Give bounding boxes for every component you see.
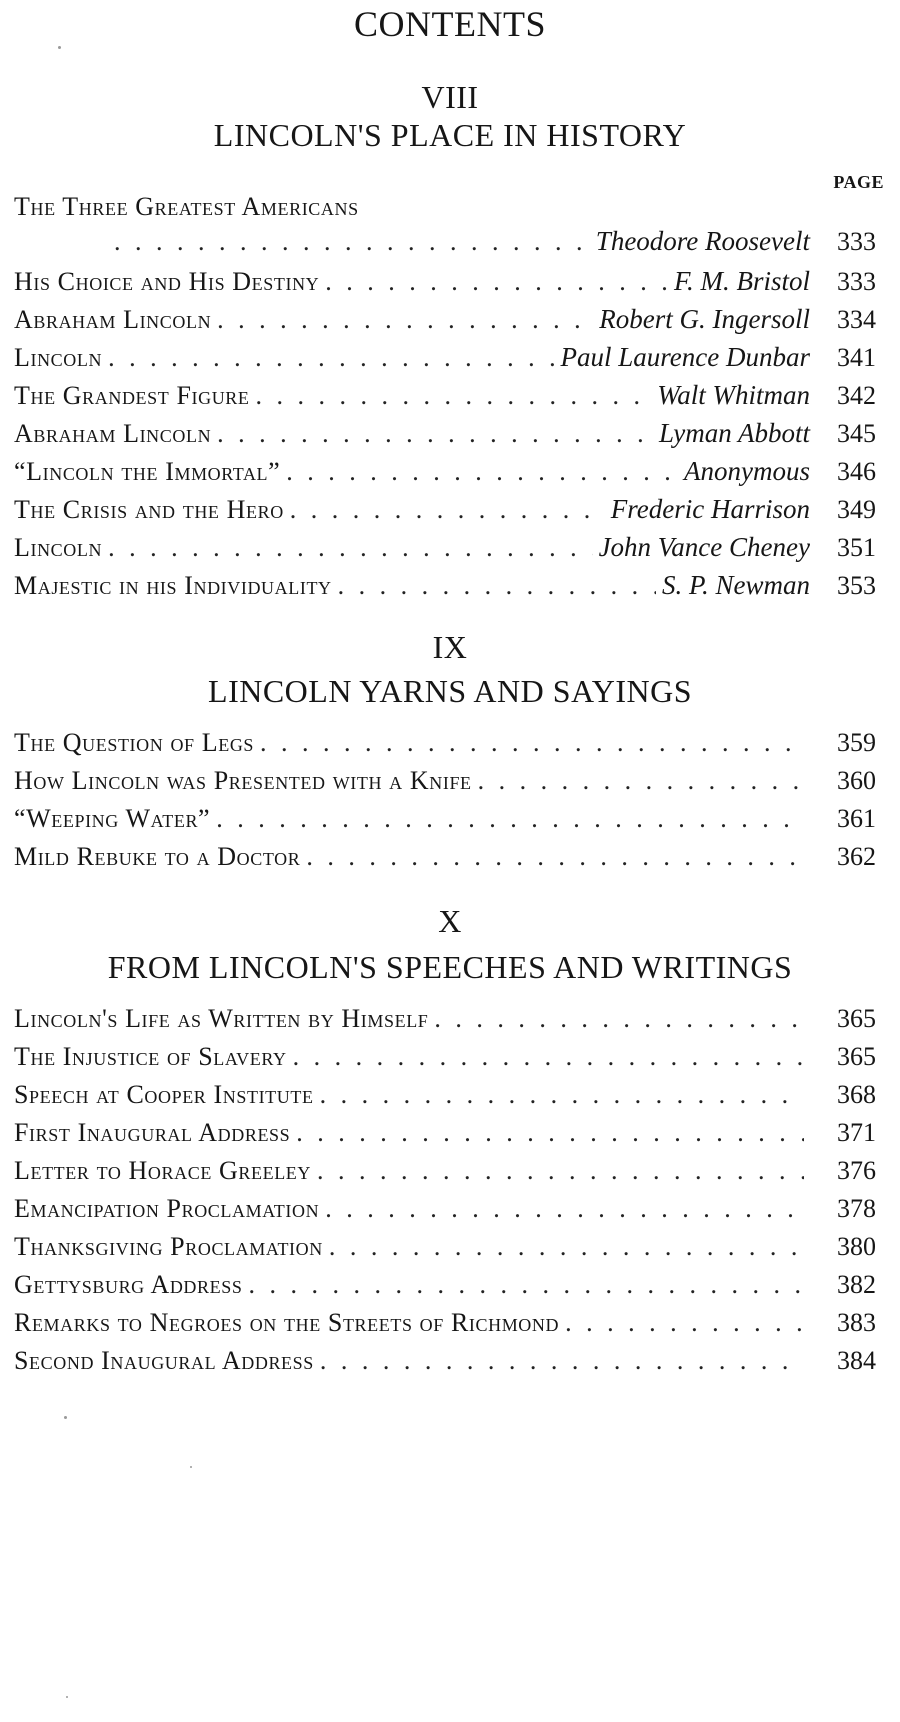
entry-title: Emancipation Proclamation: [14, 1194, 320, 1223]
entry-title: How Lincoln was Presented with a Knife: [14, 766, 472, 795]
entry-page: 378: [837, 1194, 876, 1223]
leader-dots: [248, 1266, 804, 1304]
toc-entry[interactable]: [0, 452, 900, 490]
entry-title: The Grandest Figure: [14, 381, 250, 410]
toc-entry[interactable]: [0, 762, 900, 800]
entry-title: First Inaugural Address: [14, 1118, 291, 1147]
page-title: CONTENTS: [354, 4, 546, 44]
entry-page: 360: [837, 766, 876, 795]
leader-dots: [290, 491, 605, 529]
leader-dots: [217, 301, 593, 339]
entry-page: 368: [837, 1080, 876, 1109]
entry-title: Second Inaugural Address: [14, 1346, 314, 1375]
leader-dots: [108, 339, 554, 377]
entry-title: “Weeping Water”: [14, 804, 211, 833]
entry-page: 380: [837, 1232, 876, 1261]
toc-entry[interactable]: [0, 1266, 900, 1304]
entry-author: F. M. Bristol: [673, 266, 810, 296]
entry-title: Gettysburg Address: [14, 1270, 243, 1299]
section-title-viii: LINCOLN'S PLACE IN HISTORY: [213, 117, 687, 153]
toc-section-x: [0, 1000, 900, 1380]
entry-page: 334: [837, 305, 876, 334]
entry-title: The Crisis and the Hero: [14, 495, 284, 524]
entry-page: 353: [837, 571, 876, 600]
toc-entry[interactable]: [0, 188, 900, 222]
toc-entry[interactable]: [0, 566, 900, 604]
toc-section-viii: [0, 188, 900, 604]
entry-title: Abraham Lincoln: [14, 419, 212, 448]
leader-dots: [306, 838, 804, 876]
toc-entry[interactable]: [0, 838, 900, 876]
entry-page: 359: [837, 728, 876, 757]
entry-title: Lincoln: [14, 343, 103, 372]
entry-author: Lyman Abbott: [659, 418, 810, 448]
toc-entry[interactable]: [0, 1000, 900, 1038]
entry-page: 349: [837, 495, 876, 524]
entry-page: 371: [837, 1118, 876, 1147]
section-number-viii: VIII: [421, 79, 479, 115]
entry-title: Speech at Cooper Institute: [14, 1080, 314, 1109]
leader-dots: [325, 1190, 804, 1228]
leader-dots: [114, 223, 590, 261]
entry-author: Theodore Roosevelt: [595, 226, 810, 256]
entry-author: Robert G. Ingersoll: [599, 304, 810, 334]
entry-author: John Vance Cheney: [598, 532, 810, 562]
entry-title: Letter to Horace Greeley: [14, 1156, 311, 1185]
entry-page: 362: [837, 842, 876, 871]
leader-dots: [296, 1114, 804, 1152]
entry-page: 383: [837, 1308, 876, 1337]
leader-dots: [329, 1228, 804, 1266]
entry-title: The Question of Legs: [14, 728, 255, 757]
entry-page: 384: [837, 1346, 876, 1375]
entry-title: His Choice and His Destiny: [14, 267, 320, 296]
toc-entry[interactable]: [0, 1038, 900, 1076]
leader-dots: [108, 529, 593, 567]
leader-dots: [217, 415, 653, 453]
leader-dots: [286, 453, 678, 491]
toc-entry[interactable]: [0, 1076, 900, 1114]
scan-speck: [58, 46, 61, 49]
leader-dots: [293, 1038, 804, 1076]
leader-dots: [256, 377, 652, 415]
entry-page: 365: [837, 1042, 876, 1071]
page-column-label: PAGE: [833, 172, 884, 192]
entry-title: Lincoln's Life as Written by Himself: [14, 1004, 429, 1033]
entry-author: Anonymous: [684, 456, 810, 486]
toc-entry[interactable]: [0, 1114, 900, 1152]
leader-dots: [325, 263, 668, 301]
leader-dots: [320, 1342, 804, 1380]
toc-entry[interactable]: [0, 1228, 900, 1266]
entry-title: Lincoln: [14, 533, 103, 562]
leader-dots: [478, 762, 804, 800]
section-number-ix: IX: [432, 629, 468, 665]
entry-title: Abraham Lincoln: [14, 305, 212, 334]
leader-dots: [317, 1152, 804, 1190]
entry-title: Mild Rebuke to a Doctor: [14, 842, 301, 871]
toc-entry[interactable]: [0, 1342, 900, 1380]
entry-page: 333: [837, 267, 876, 296]
entry-title: The Injustice of Slavery: [14, 1042, 287, 1071]
toc-entry[interactable]: [0, 1152, 900, 1190]
scan-speck: [64, 1416, 67, 1419]
entry-title: Majestic in his Individuality: [14, 571, 332, 600]
section-title-x: FROM LINCOLN'S SPEECHES AND WRITINGS: [107, 949, 793, 985]
section-title-ix: LINCOLN YARNS AND SAYINGS: [208, 673, 692, 709]
toc-entry[interactable]: [0, 300, 900, 338]
entry-page: 361: [837, 804, 876, 833]
toc-entry[interactable]: [0, 338, 900, 376]
leader-dots: [565, 1304, 804, 1342]
entry-page: 342: [837, 381, 876, 410]
entry-page: 345: [837, 419, 876, 448]
toc-entry[interactable]: [0, 1190, 900, 1228]
entry-author: Walt Whitman: [657, 380, 810, 410]
scan-speck: [190, 1466, 192, 1468]
entry-title: “Lincoln the Immortal”: [14, 457, 281, 486]
entry-page: 333: [837, 227, 876, 256]
leader-dots: [260, 724, 804, 762]
entry-author: Paul Laurence Dunbar: [560, 342, 810, 372]
leader-dots: [320, 1076, 804, 1114]
leader-dots: [216, 800, 804, 838]
entry-author: S. P. Newman: [661, 570, 810, 600]
entry-page: 341: [837, 343, 876, 372]
toc-section-ix: [0, 724, 900, 876]
entry-page: 351: [837, 533, 876, 562]
entry-title: Thanksgiving Proclamation: [14, 1232, 323, 1261]
entry-author: Frederic Harrison: [610, 494, 810, 524]
scan-speck: [66, 1696, 68, 1698]
toc-entry[interactable]: [0, 1304, 900, 1342]
toc-entry[interactable]: [0, 528, 900, 566]
entry-page: 346: [837, 457, 876, 486]
leader-dots: [434, 1000, 804, 1038]
toc-entry[interactable]: [0, 262, 900, 300]
toc-entry-continuation[interactable]: [0, 222, 900, 262]
leader-dots: [338, 567, 656, 605]
toc-entry[interactable]: [0, 376, 900, 414]
toc-entry[interactable]: [0, 724, 900, 762]
toc-entry[interactable]: [0, 490, 900, 528]
toc-entry[interactable]: [0, 414, 900, 452]
entry-page: 365: [837, 1004, 876, 1033]
entry-title: The Three Greatest Americans: [14, 192, 359, 221]
toc-entry[interactable]: [0, 800, 900, 838]
entry-title: Remarks to Negroes on the Streets of Richmond: [14, 1308, 560, 1337]
entry-page: 376: [837, 1156, 876, 1185]
entry-page: 382: [837, 1270, 876, 1299]
section-number-x: X: [438, 903, 462, 939]
